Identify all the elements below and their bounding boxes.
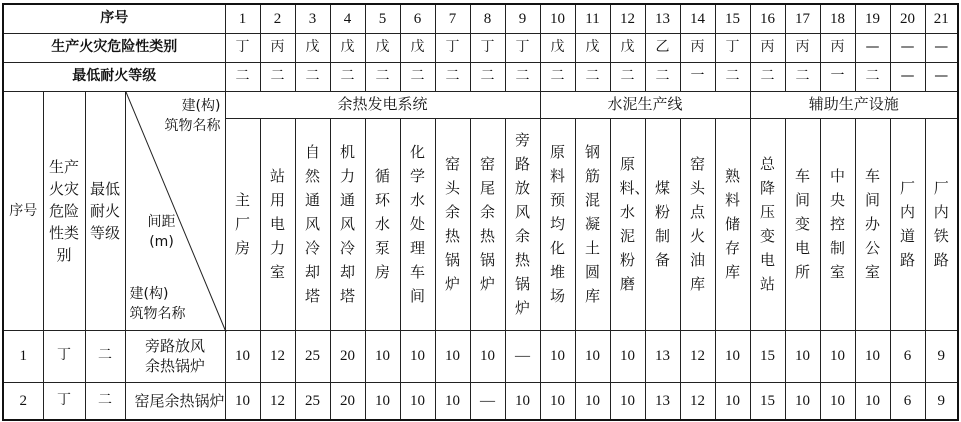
- column-header-text: 站用电力室: [269, 167, 285, 281]
- column-number: 16: [750, 4, 785, 33]
- column-fire-class: 丙: [785, 33, 820, 62]
- distance-value: 20: [330, 382, 365, 420]
- corner-min-fire: [85, 91, 125, 330]
- column-number: 17: [785, 4, 820, 33]
- column-header-text: 窑尾余热锅炉: [479, 155, 495, 293]
- distance-value: 10: [435, 330, 470, 382]
- column-min-fire-grade: 二: [610, 62, 645, 91]
- column-fire-class: 丁: [715, 33, 750, 62]
- column-header-text: 总降压变电站: [759, 155, 775, 293]
- column-min-fire-grade: —: [925, 62, 958, 91]
- column-fire-class: 丁: [225, 33, 260, 62]
- distance-value: 10: [225, 382, 260, 420]
- column-header-text: 厂内铁路: [933, 179, 949, 269]
- column-fire-class: —: [890, 33, 925, 62]
- corner-building-bottom-line1: 建(构): [129, 285, 169, 302]
- row-seq: 2: [3, 382, 43, 420]
- column-min-fire-grade: 一: [680, 62, 715, 91]
- column-min-fire-grade: 二: [855, 62, 890, 91]
- column-number: 12: [610, 4, 645, 33]
- distance-value: 12: [260, 382, 295, 420]
- distance-value: 9: [925, 382, 958, 420]
- column-header: [750, 118, 785, 330]
- column-header: [820, 118, 855, 330]
- column-header: [785, 118, 820, 330]
- distance-value: 12: [680, 382, 715, 420]
- column-header: [890, 118, 925, 330]
- distance-value: 25: [295, 330, 330, 382]
- group-auxiliary: 辅助生产设施: [750, 91, 958, 118]
- distance-value: 10: [400, 330, 435, 382]
- column-header: [225, 118, 260, 330]
- column-header: [540, 118, 575, 330]
- column-min-fire-grade: 二: [645, 62, 680, 91]
- column-number: 10: [540, 4, 575, 33]
- column-number: 15: [715, 4, 750, 33]
- distance-value: 6: [890, 330, 925, 382]
- column-number: 7: [435, 4, 470, 33]
- header-row-fire-class: [3, 33, 958, 62]
- header-row-min-fire: [3, 62, 958, 91]
- distance-value: 20: [330, 330, 365, 382]
- group-cement-line: 水泥生产线: [540, 91, 750, 118]
- column-fire-class: 戊: [365, 33, 400, 62]
- distance-value: 6: [890, 382, 925, 420]
- distance-value: 10: [610, 330, 645, 382]
- column-header: [435, 118, 470, 330]
- column-header: [400, 118, 435, 330]
- column-header-text: 窑头余热锅炉: [444, 155, 460, 293]
- corner-min-fire-text: 最低耐火等级: [89, 179, 120, 242]
- corner-building-top: [165, 96, 221, 136]
- column-header-text: 熟料储存库: [724, 167, 740, 281]
- row-building-name-text: 旁路放风余热锅炉: [144, 337, 205, 375]
- column-header: [260, 118, 295, 330]
- corner-seq-text: 序号: [9, 202, 38, 219]
- column-number: 18: [820, 4, 855, 33]
- column-header: [470, 118, 505, 330]
- column-number: 9: [505, 4, 540, 33]
- column-number: 21: [925, 4, 958, 33]
- column-header: [365, 118, 400, 330]
- distance-value: 10: [365, 330, 400, 382]
- column-header: [575, 118, 610, 330]
- distance-value: 10: [575, 330, 610, 382]
- column-number: 4: [330, 4, 365, 33]
- column-header-text: 车间办公室: [864, 167, 880, 281]
- column-min-fire-grade: 二: [505, 62, 540, 91]
- column-fire-class: 丙: [260, 33, 295, 62]
- corner-distance-line2: (m): [149, 233, 174, 250]
- distance-value: 12: [260, 330, 295, 382]
- column-number: 11: [575, 4, 610, 33]
- column-fire-class: 丙: [680, 33, 715, 62]
- column-header-text: 机力通风冷却塔: [339, 143, 355, 305]
- distance-value: 10: [435, 382, 470, 420]
- column-min-fire-grade: 二: [295, 62, 330, 91]
- table-row: [3, 382, 958, 420]
- row-building-name: [125, 330, 225, 382]
- column-header-text: 窑头点火油库: [689, 155, 705, 293]
- column-fire-class: 丁: [435, 33, 470, 62]
- column-min-fire-grade: 二: [330, 62, 365, 91]
- row-fire-class: 丁: [43, 330, 85, 382]
- column-header: [505, 118, 540, 330]
- column-header-text: 主厂房: [234, 191, 250, 257]
- column-fire-class: 戊: [610, 33, 645, 62]
- column-fire-class: 戊: [540, 33, 575, 62]
- distance-value: 9: [925, 330, 958, 382]
- column-header-text: 原料预均化堆场: [549, 143, 565, 305]
- column-header-text: 化学水处理车间: [409, 143, 425, 305]
- corner-seq: [3, 91, 43, 330]
- corner-diagonal-cell: [125, 91, 225, 330]
- column-min-fire-grade: 二: [400, 62, 435, 91]
- distance-value: —: [470, 382, 505, 420]
- column-fire-class: 丙: [820, 33, 855, 62]
- column-fire-class: 丁: [505, 33, 540, 62]
- column-header: [680, 118, 715, 330]
- column-fire-class: —: [925, 33, 958, 62]
- column-number: 14: [680, 4, 715, 33]
- distance-value: 10: [575, 382, 610, 420]
- distance-value: 10: [715, 330, 750, 382]
- distance-value: 10: [855, 330, 890, 382]
- distance-value: —: [505, 330, 540, 382]
- corner-fire-class-text: 生产火灾危险性类别: [48, 157, 79, 264]
- column-header-text: 车间变电所: [794, 167, 810, 281]
- distance-value: 10: [365, 382, 400, 420]
- distance-value: 10: [715, 382, 750, 420]
- corner-building-top-line1: 建(构): [181, 97, 221, 114]
- column-fire-class: 戊: [330, 33, 365, 62]
- column-fire-class: 乙: [645, 33, 680, 62]
- distance-value: 15: [750, 382, 785, 420]
- distance-value: 12: [680, 330, 715, 382]
- column-header-text: 原料、水泥粉磨: [619, 155, 650, 293]
- distance-value: 10: [470, 330, 505, 382]
- fire-class-header-label: 生产火灾危险性类别: [3, 33, 225, 62]
- distance-value: 13: [645, 382, 680, 420]
- column-header-text: 自然通风冷却塔: [304, 143, 320, 305]
- distance-value: 10: [225, 330, 260, 382]
- column-number: 5: [365, 4, 400, 33]
- corner-building-top-line2: 筑物名称: [164, 117, 221, 134]
- column-fire-class: 戊: [575, 33, 610, 62]
- column-min-fire-grade: 二: [715, 62, 750, 91]
- column-min-fire-grade: 二: [365, 62, 400, 91]
- distance-value: 10: [505, 382, 540, 420]
- corner-fire-class: [43, 91, 85, 330]
- column-min-fire-grade: 二: [435, 62, 470, 91]
- distance-value: 10: [540, 382, 575, 420]
- seq-header-label: 序号: [3, 4, 225, 33]
- column-header: [645, 118, 680, 330]
- column-header-text: 旁路放风余热锅炉: [514, 131, 530, 317]
- column-number: 2: [260, 4, 295, 33]
- column-number: 20: [890, 4, 925, 33]
- column-min-fire-grade: 二: [225, 62, 260, 91]
- column-header-text: 循环水泵房: [374, 167, 390, 281]
- column-min-fire-grade: 二: [260, 62, 295, 91]
- column-min-fire-grade: —: [890, 62, 925, 91]
- distance-value: 15: [750, 330, 785, 382]
- distance-value: 13: [645, 330, 680, 382]
- distance-value: 10: [610, 382, 645, 420]
- column-fire-class: 丁: [470, 33, 505, 62]
- row-seq: 1: [3, 330, 43, 382]
- corner-distance: [148, 212, 176, 252]
- column-number: 19: [855, 4, 890, 33]
- corner-building-bottom-line2: 筑物名称: [129, 305, 186, 322]
- group-waste-heat: 余热发电系统: [225, 91, 540, 118]
- table-row: [3, 330, 958, 382]
- column-min-fire-grade: 一: [820, 62, 855, 91]
- column-header-text: 中央控制室: [829, 167, 845, 281]
- column-number: 13: [645, 4, 680, 33]
- row-min-fire-grade: 二: [85, 382, 125, 420]
- column-min-fire-grade: 二: [785, 62, 820, 91]
- distance-value: 25: [295, 382, 330, 420]
- column-fire-class: 戊: [295, 33, 330, 62]
- column-min-fire-grade: 二: [470, 62, 505, 91]
- column-header-text: 煤粉制备: [654, 179, 670, 269]
- column-fire-class: 丙: [750, 33, 785, 62]
- row-building-name-text: 窑尾余热锅炉: [134, 391, 225, 410]
- distance-value: 10: [540, 330, 575, 382]
- distance-value: 10: [820, 382, 855, 420]
- column-number: 1: [225, 4, 260, 33]
- column-fire-class: 戊: [400, 33, 435, 62]
- fire-distance-table: [2, 3, 959, 421]
- column-header: [855, 118, 890, 330]
- column-header-text: 钢筋混凝土圆库: [584, 143, 600, 305]
- row-min-fire-grade: 二: [85, 330, 125, 382]
- column-header: [715, 118, 750, 330]
- column-header: [295, 118, 330, 330]
- row-fire-class: 丁: [43, 382, 85, 420]
- column-min-fire-grade: 二: [540, 62, 575, 91]
- corner-building-bottom: [130, 284, 186, 324]
- column-header: [610, 118, 650, 330]
- column-min-fire-grade: 二: [575, 62, 610, 91]
- column-header: [330, 118, 365, 330]
- row-building-name: [125, 382, 225, 420]
- column-header-text: 厂内道路: [899, 179, 915, 269]
- column-fire-class: —: [855, 33, 890, 62]
- column-number: 6: [400, 4, 435, 33]
- header-row-seq: [3, 4, 958, 33]
- column-number: 8: [470, 4, 505, 33]
- distance-value: 10: [785, 330, 820, 382]
- corner-distance-line1: 间距: [147, 213, 176, 230]
- distance-value: 10: [855, 382, 890, 420]
- min-fire-header-label: 最低耐火等级: [3, 62, 225, 91]
- distance-value: 10: [820, 330, 855, 382]
- column-min-fire-grade: 二: [750, 62, 785, 91]
- column-number: 3: [295, 4, 330, 33]
- distance-value: 10: [785, 382, 820, 420]
- column-header: [925, 118, 958, 330]
- distance-value: 10: [400, 382, 435, 420]
- group-row: [3, 91, 958, 118]
